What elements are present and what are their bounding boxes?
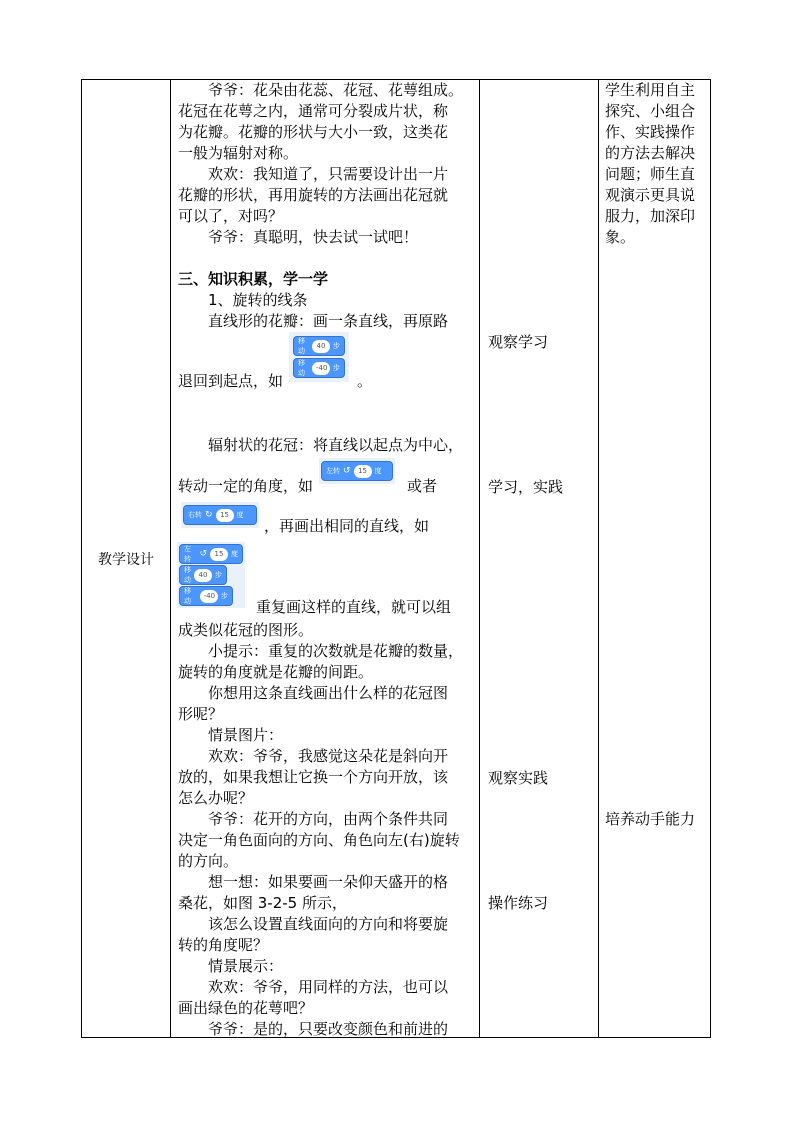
text-line: 转动一定的角度，如 — [178, 477, 314, 495]
turn-left-block — [321, 461, 393, 481]
text-line: 或者 — [407, 477, 438, 495]
move-block — [179, 586, 233, 606]
purpose-line: 探究、小组合 — [605, 102, 696, 120]
text-line: 你想用这条直线画出什么样的花冠图 — [208, 684, 449, 702]
block-label: 移动 — [184, 566, 191, 584]
text-line: 爷爷：真聪明，快去试一试吧！ — [208, 228, 419, 246]
text-line: 桑花，如图 3-2-5 所示， — [178, 894, 347, 912]
section-heading: 三、知识积累，学一学 — [178, 270, 329, 288]
text-line: 的方向。 — [178, 852, 239, 870]
text-line: 情景图片： — [208, 726, 284, 744]
text-line: 辐射状的花冠：将直线以起点为中心， — [208, 436, 464, 454]
block-unit: 度 — [374, 467, 382, 475]
activity-cell — [480, 80, 599, 1038]
text-line: 一般为辐射对称。 — [178, 144, 299, 162]
text-line: 直线形的花瓣：画一条直线，再原路 — [208, 312, 449, 330]
text-line: 。 — [357, 372, 373, 390]
text-line: 欢欢：爷爷，用同样的方法，也可以 — [208, 978, 449, 996]
text-line: 花瓣的形状，再用旋转的方法画出花冠就 — [178, 186, 449, 204]
text-line: 重复画这样的直线，就可以组 — [256, 598, 452, 616]
block-label: 移动 — [298, 337, 305, 355]
block-label: 左转 — [184, 545, 191, 563]
block-unit: 度 — [236, 511, 244, 519]
purpose-line: 服力，加深印 — [605, 207, 696, 225]
block-unit: 步 — [333, 342, 340, 350]
text-line: 欢欢：我知道了，只需要设计出一片 — [208, 165, 449, 183]
block-value: 40 — [194, 569, 212, 582]
activity-item: 观察实践 — [488, 769, 549, 787]
activity-item: 观察学习 — [488, 333, 549, 351]
text-line: 想一想：如果要画一朵仰天盛开的格 — [208, 873, 449, 891]
turn-left-block — [179, 544, 243, 564]
text-line: ，再画出相同的直线，如 — [264, 517, 430, 535]
text-line: 可以了，对吗？ — [178, 207, 284, 225]
block-label: 右转 — [188, 511, 202, 519]
block-label: 移动 — [298, 359, 305, 377]
text-line: 决定一角色面向的方向、角色向左(右)旋转 — [178, 831, 460, 849]
activity-item: 学习，实践 — [488, 478, 564, 496]
block-unit: 步 — [221, 592, 228, 600]
rotate-left-icon: ↺ — [343, 466, 351, 476]
block-unit: 步 — [215, 571, 222, 579]
move-block — [293, 358, 345, 378]
purpose-line: 象。 — [605, 228, 636, 246]
text-line: 退回到起点，如 — [178, 372, 284, 390]
subheading: 1、旋转的线条 — [208, 291, 308, 309]
block-value: -40 — [200, 590, 218, 603]
rotate-left-icon: ↺ — [199, 549, 207, 559]
block-label: 移动 — [184, 587, 191, 605]
text-line: 放的，如果我想让它换一个方向开放，该 — [178, 768, 449, 786]
turn-right-block — [183, 505, 257, 525]
block-value: 15 — [354, 465, 372, 478]
purpose-line: 学生利用自主 — [605, 81, 696, 99]
block-value: 40 — [312, 340, 330, 353]
block-value: 15 — [216, 509, 234, 522]
purpose-line: 观演示更具说 — [605, 186, 696, 204]
block-value: -40 — [312, 362, 330, 375]
text-line: 怎么办呢？ — [178, 789, 254, 807]
text-line: 爷爷：花开的方向，由两个条件共同 — [208, 810, 449, 828]
purpose-cell — [599, 80, 711, 1038]
content-cell — [171, 80, 480, 1038]
text-line: 成类似花冠的图形。 — [178, 621, 314, 639]
move-block — [179, 565, 227, 585]
text-line: 爷爷：是的，只要改变颜色和前进的 — [208, 1020, 449, 1038]
purpose-line: 培养动手能力 — [605, 810, 696, 828]
rotate-right-icon: ↻ — [205, 510, 213, 520]
text-line: 花冠在花萼之内，通常可分裂成片状，称 — [178, 102, 449, 120]
lesson-table — [81, 79, 711, 1038]
activity-item: 操作练习 — [488, 894, 549, 912]
block-unit: 度 — [231, 550, 238, 558]
move-block — [293, 336, 345, 356]
row-label: 教学设计 — [98, 551, 154, 568]
text-line: 形呢？ — [178, 705, 224, 723]
row-label-cell — [82, 80, 171, 1038]
text-line: 欢欢：爷爷，我感觉这朵花是斜向开 — [208, 747, 449, 765]
purpose-line: 作、实践操作 — [605, 123, 696, 141]
text-line: 旋转的角度就是花瓣的间距。 — [178, 663, 374, 681]
text-line: 情景展示： — [208, 957, 284, 975]
text-line: 画出绿色的花萼吧？ — [178, 999, 314, 1017]
text-line: 为花瓣。花瓣的形状与大小一致，这类花 — [178, 123, 449, 141]
text-line: 转的角度呢？ — [178, 936, 269, 954]
text-line: 爷爷：花朵由花蕊、花冠、花萼组成。 — [208, 81, 464, 99]
block-label: 左转 — [326, 467, 340, 475]
block-value: 15 — [210, 548, 228, 561]
text-line: 小提示：重复的次数就是花瓣的数量， — [208, 642, 464, 660]
purpose-line: 的方法去解决 — [605, 144, 696, 162]
block-unit: 步 — [333, 364, 340, 372]
text-line: 该怎么设置直线面向的方向和将要旋 — [208, 915, 449, 933]
purpose-line: 问题；师生直 — [605, 165, 696, 183]
